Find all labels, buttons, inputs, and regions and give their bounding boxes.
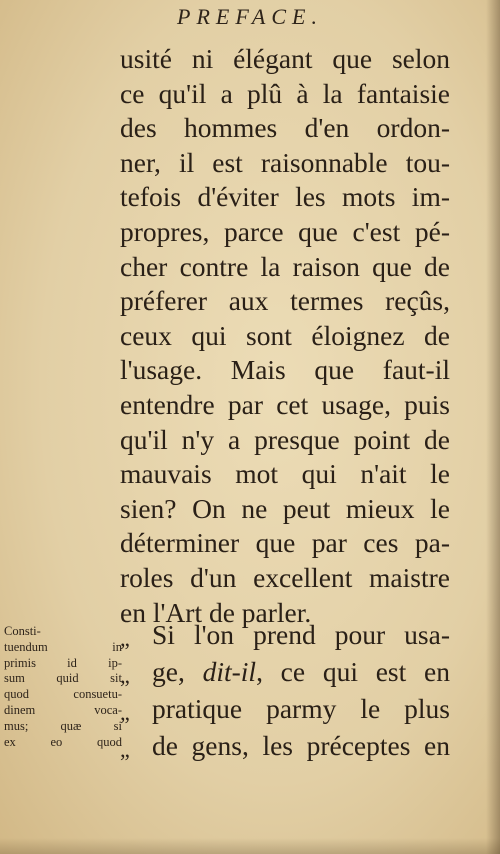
- margin-note-line: ex eo quod: [4, 734, 122, 749]
- margin-note-line: sum quid sit: [4, 671, 122, 686]
- quote-italic: dit-il: [202, 656, 257, 687]
- body-text: [120, 42, 450, 630]
- margin-note-line: dinem voca-: [4, 702, 122, 717]
- quote-line: [120, 692, 450, 729]
- body-line: roles d'un excellent maistre: [120, 561, 450, 593]
- margin-note-line: tuendum in: [4, 639, 122, 654]
- body-line: ceux qui sont éloignez de: [120, 319, 450, 351]
- page-edge-shadow: [486, 0, 500, 854]
- margin-note-line: primis id ip-: [4, 655, 122, 670]
- body-line: en l'Art de parler.: [120, 596, 312, 628]
- body-line: propres, parce que c'est pé-: [120, 215, 450, 247]
- body-line: ce qu'il a plû à la fantaisie: [120, 77, 450, 109]
- quote-mark: „: [120, 626, 130, 651]
- body-line: qu'il n'y a presque point de: [120, 423, 450, 455]
- quoted-passage: [120, 618, 450, 766]
- quote-text: [152, 618, 450, 655]
- quote-mark: „: [120, 663, 130, 688]
- quote-text: [152, 729, 450, 766]
- quote-mark: „: [120, 737, 130, 762]
- quote-text: [152, 692, 450, 729]
- body-line: déterminer que par ces pa-: [120, 527, 450, 559]
- quote-text-part: , ce qui est en: [256, 656, 450, 687]
- body-line: des hommes d'en ordon-: [120, 112, 450, 144]
- body-line: préferer aux termes reçûs,: [120, 285, 450, 317]
- margin-note-line: Consti-: [4, 624, 41, 638]
- quote-text-part: ge,: [152, 656, 203, 687]
- body-line: mauvais mot qui n'ait le: [120, 458, 450, 490]
- margin-note-line: mus; quæ si: [4, 718, 122, 733]
- margin-note-line: quod consuetu-: [4, 687, 122, 702]
- quote-text: [152, 655, 450, 692]
- quote-line: [120, 729, 450, 766]
- page-bottom-shadow: [0, 838, 500, 854]
- quote-text-part: pratique parmy le plus: [152, 693, 450, 724]
- quote-line: [120, 618, 450, 655]
- body-line: ner, il est raisonnable tou-: [120, 146, 450, 178]
- body-line: sien? On ne peut mieux le: [120, 492, 450, 524]
- quote-text-part: de gens, les préceptes en: [152, 730, 450, 761]
- quote-mark: „: [120, 700, 130, 725]
- body-line: entendre par cet usage, puis: [120, 388, 450, 420]
- body-line: l'usage. Mais que faut-il: [120, 354, 450, 386]
- body-line: tefois d'éviter les mots im-: [120, 181, 450, 213]
- body-line: cher contre la raison que de: [120, 250, 450, 282]
- running-head: PREFACE.: [177, 4, 323, 29]
- quote-text-part: Si l'on prend pour usa-: [152, 619, 450, 650]
- body-line: usité ni élégant que selon: [120, 43, 450, 74]
- quote-line: [120, 655, 450, 692]
- marginal-note: [4, 624, 122, 750]
